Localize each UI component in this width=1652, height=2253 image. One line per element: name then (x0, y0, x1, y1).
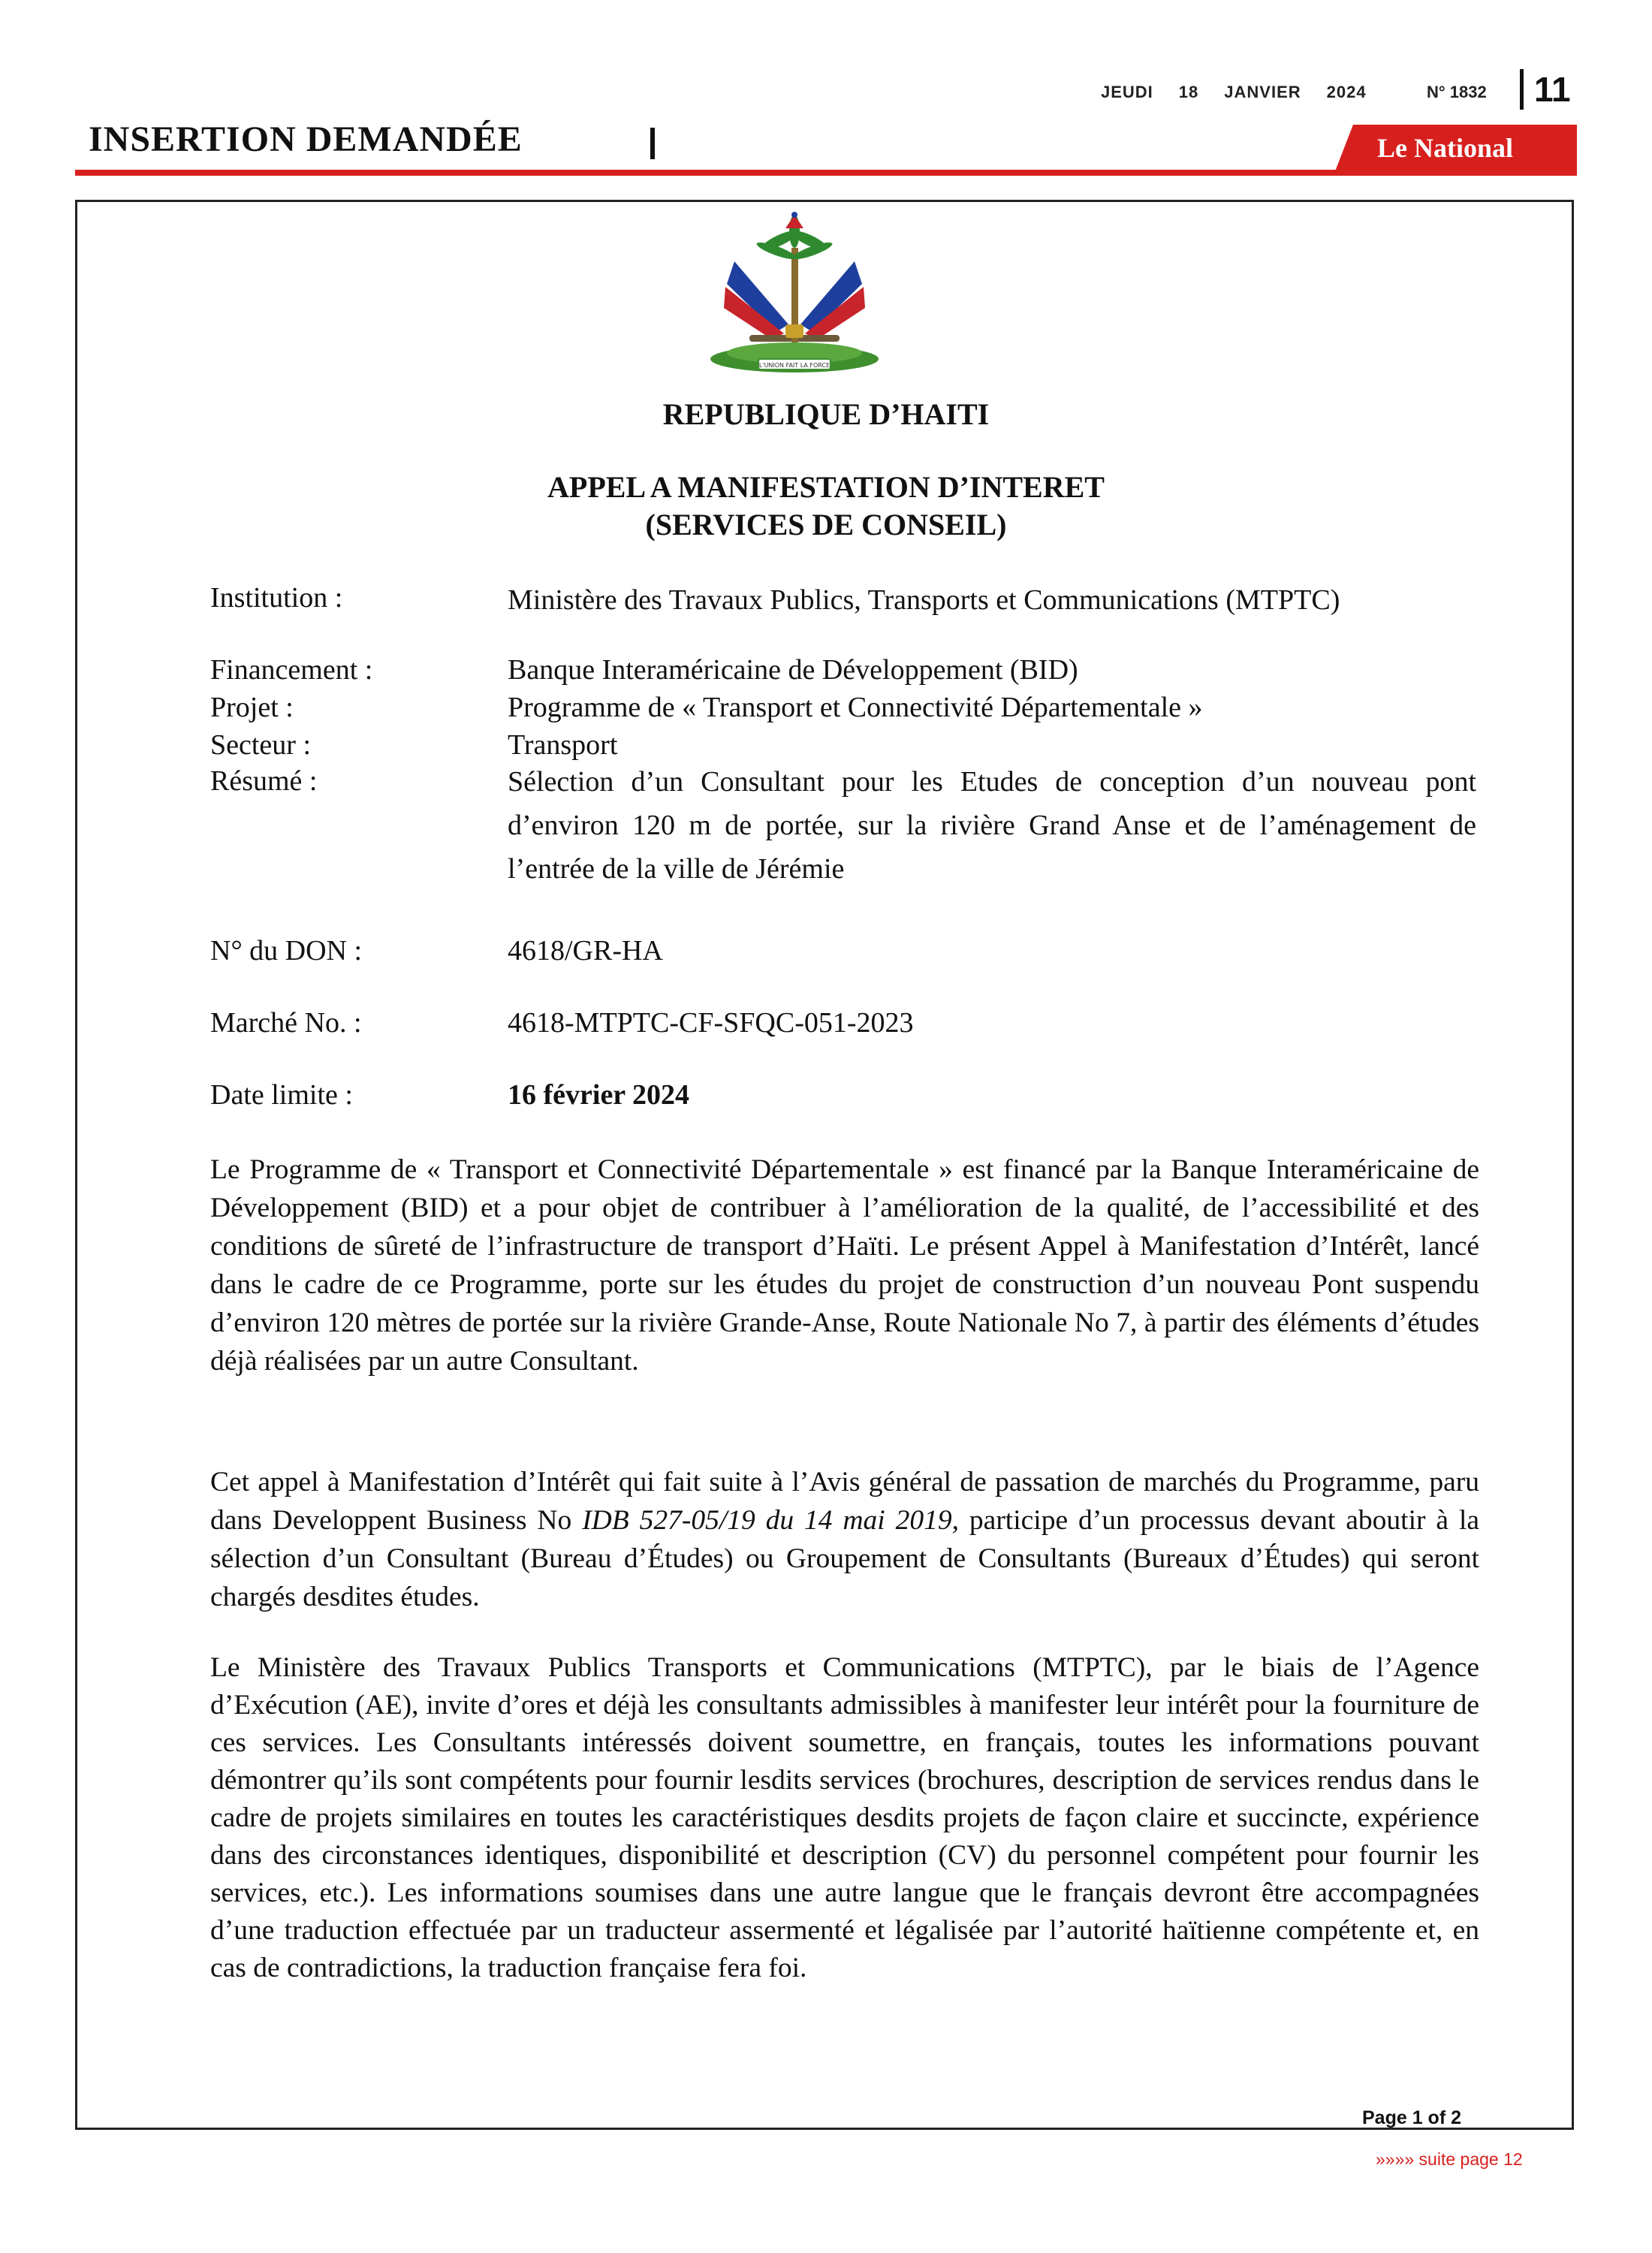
issue-month: JANVIER (1224, 83, 1301, 101)
notice-title (0, 469, 1652, 544)
paragraph-avis (210, 1463, 1479, 1616)
secteur-value: Transport (508, 729, 618, 761)
paragraph-avis-reference: IDB 527-05/19 du 14 mai 2019, (582, 1505, 960, 1536)
date-limite-value: 16 février 2024 (508, 1079, 689, 1111)
coat-of-arms-motto: L'UNION FAIT LA FORCE (758, 362, 831, 369)
issue-date (1101, 83, 1392, 102)
header-rule (75, 170, 1577, 176)
secteur-label: Secteur : (210, 729, 312, 761)
institution-label: Institution : (210, 582, 343, 614)
marche-label: Marché No. : (210, 1007, 362, 1039)
don-value: 4618/GR-HA (508, 935, 663, 967)
continuation-link[interactable]: »»»» suite page 12 (1376, 2149, 1523, 2169)
issue-weekday: JEUDI (1101, 83, 1153, 101)
coat-of-arms-icon (704, 212, 885, 379)
section-divider (650, 128, 655, 159)
financement-value: Banque Interaméricaine de Développement (BID) (508, 654, 1078, 686)
notice-title-line2: (SERVICES DE CONSEIL) (645, 508, 1007, 541)
issue-day: 18 (1178, 83, 1199, 101)
page-number: 11 (1520, 69, 1571, 110)
marche-value: 4618-MTPTC-CF-SFQC-051-2023 (508, 1007, 914, 1039)
paragraph-avis-end: participe d’un processus devant aboutir à la sélection d’un Consultant (Bureau d’Études) ou Groupement de Consultants (Bureaux d’Études) qui seront chargés desdites études. (210, 1505, 1480, 1612)
issue-number: N° 1832 (1427, 83, 1487, 101)
paragraph-program: Le Programme de « Transport et Connectivité Départementale » est financé par la Banque Interaméricaine de Développement (BID) et a pour objet de contribuer à l’amélioration de la qualité, de l’accessibilité et des conditions de sûreté de l’infrastructure de transport d’Haïti. Le présent Appel à Manifestation d’Intérêt, lancé dans le cadre de ce Programme, porte sur les études du projet de construction d’un nouveau Pont suspendu d’environ 120 mètres de portée sur la rivière Grande-Anse, Route Nationale No 7, à partir des éléments d’études déjà réalisées par un autre Consultant. (210, 1154, 1479, 1377)
financement-label: Financement : (210, 654, 373, 686)
notice-title-line1: APPEL A MANIFESTATION D’INTERET (547, 470, 1105, 504)
institution-value: Ministère des Travaux Publics, Transports et Communications (MTPTC) (508, 584, 1340, 616)
publication-name: Le National (1377, 133, 1514, 163)
page-counter: Page 1 of 2 (1362, 2107, 1461, 2128)
projet-label: Projet : (210, 692, 294, 723)
resume-label: Résumé : (210, 765, 318, 797)
date-limite-label: Date limite : (210, 1079, 353, 1111)
don-label: N° du DON : (210, 935, 363, 967)
paragraph-avis-start: Cet appel à Manifestation d’Intérêt qui fait suite à l’Avis général de passation de marchés du Programme, paru dans Developpent Business No (210, 1467, 1479, 1536)
section-title: INSERTION DEMANDÉE (89, 119, 523, 159)
projet-value: Programme de « Transport et Connectivité Départementale » (508, 692, 1203, 723)
issue-year: 2024 (1326, 83, 1367, 101)
republic-title: REPUBLIQUE D’HAITI (662, 397, 990, 431)
resume-value: Sélection d’un Consultant pour les Etudes de conception d’un nouveau pont d’environ 120 m de portée, sur la rivière Grand Anse et de l’aménagement de l’entrée de la ville de Jérémie (508, 766, 1476, 885)
paragraph-invitation: Le Ministère des Travaux Publics Transports et Communications (MTPTC), par le biais de l’Agence d’Exécution (AE), invite d’ores et déjà les consultants admissibles à manifester leur intérêt pour la fourniture de ces services. Les Consultants intéressés doivent soumettre, en français, toutes les informations pouvant démontrer qu’ils sont compétents pour fournir lesdits services (brochures, description de services rendus dans le cadre de projets similaires en toutes les caractéristiques desdits projets de façon claire et succincte, expérience dans des circonstances identiques, disponibilité et description (CV) du personnel compétent pour fournir les services, etc.). Les informations soumises dans une autre langue que le français devront être accompagnées d’une traduction effectuée par un traducteur assermenté et légalisée par l’autorité haïtienne compétente et, en cas de contradictions, la traduction française fera foi. (210, 1652, 1479, 1983)
